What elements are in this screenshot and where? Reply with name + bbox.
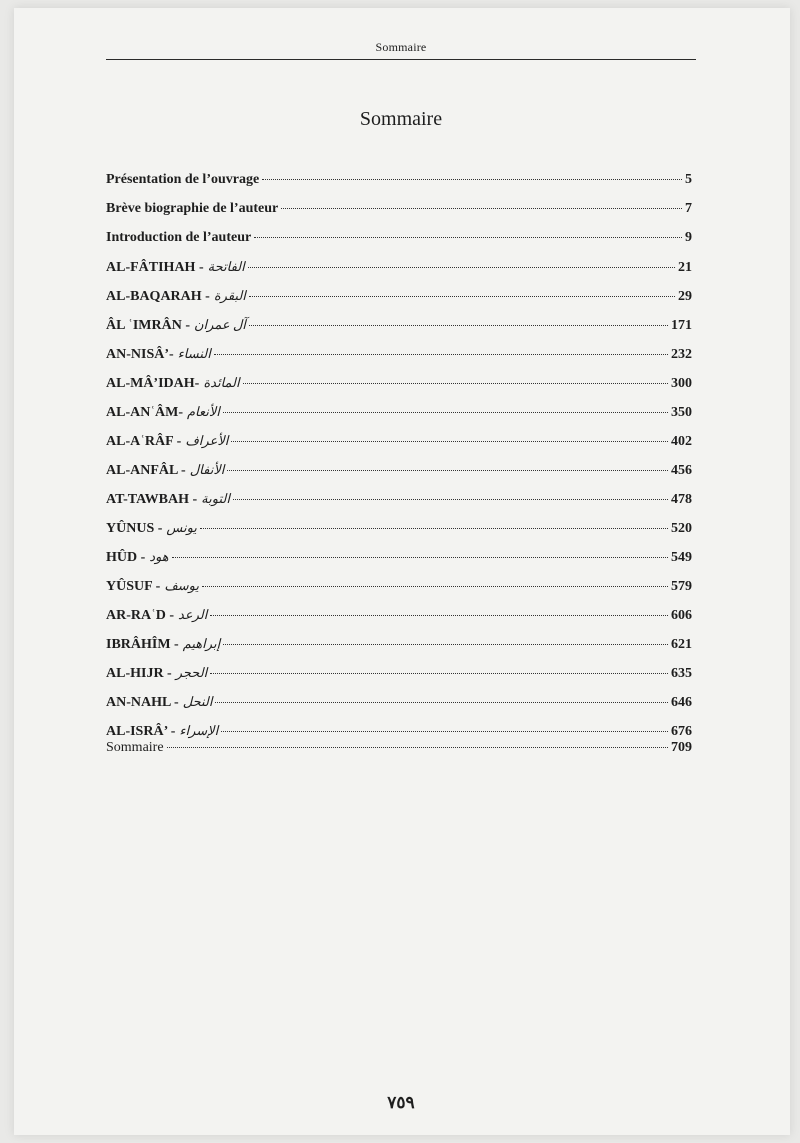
toc-entry-arabic-title: هود — [149, 549, 169, 564]
toc-entry — [106, 520, 692, 549]
dot-leader — [249, 296, 675, 297]
toc-entry-label: AL-MÂ’IDAH- — [106, 376, 200, 391]
toc-entry-arabic-title: الرعد — [178, 607, 208, 622]
toc-entry — [106, 317, 692, 346]
toc-entry-label: Brève biographie de l’auteur — [106, 201, 279, 216]
toc-entry-arabic-title: يوسف — [164, 578, 199, 593]
toc-entry-page-number: 7 — [685, 201, 692, 216]
toc-entry — [106, 491, 692, 520]
toc-entry-label: IBRÂHÎM - — [106, 637, 179, 652]
dot-leader — [281, 208, 682, 209]
toc-entry-page-number: 5 — [685, 172, 692, 187]
toc-entry-page-number: 171 — [671, 318, 692, 333]
toc-entry-page-number: 402 — [671, 434, 692, 449]
toc-entry-label: AT-TAWBAH - — [106, 492, 198, 507]
dot-leader — [248, 267, 675, 268]
toc-entry-arabic-title: النحل — [182, 694, 213, 709]
dot-leader — [231, 441, 668, 442]
toc-entry-arabic-title: الفاتحة — [207, 259, 245, 274]
toc-entry — [106, 230, 692, 259]
toc-entry-arabic-title: يونس — [166, 520, 197, 535]
toc-entry-arabic-title: المائدة — [203, 375, 240, 390]
dot-leader — [233, 499, 668, 500]
toc-entry-page-number: 549 — [671, 550, 692, 565]
toc-entry — [106, 404, 692, 433]
toc-entry-page-number: 621 — [671, 637, 692, 652]
dot-leader — [210, 673, 668, 674]
toc-entry-label: Introduction de l’auteur — [106, 230, 252, 245]
toc-entry-page-number: 646 — [671, 695, 692, 710]
dot-leader — [254, 237, 682, 238]
toc-entry — [106, 740, 692, 769]
toc-entry-page-number: 300 — [671, 376, 692, 391]
toc-entry-label: AN-NISÂ’- — [106, 347, 174, 362]
toc-entry-page-number: 676 — [671, 724, 692, 739]
toc-entry-label: AL-FÂTIHAH - — [106, 260, 204, 275]
dot-leader — [167, 747, 668, 748]
toc-entry-label: AR-RAʿD - — [106, 608, 175, 623]
header-rule — [106, 59, 696, 60]
toc-entry — [106, 723, 692, 740]
toc-entry-page-number: 579 — [671, 579, 692, 594]
toc-entry-page-number: 232 — [671, 347, 692, 362]
toc-entry-label: AN-NAHL - — [106, 695, 179, 710]
toc-entry-arabic-title: النساء — [177, 346, 211, 361]
dot-leader — [210, 615, 668, 616]
toc-entry-page-number: 606 — [671, 608, 692, 623]
toc-entry — [106, 462, 692, 491]
page-number: ٧٥٩ — [387, 1093, 415, 1112]
toc-entry — [106, 375, 692, 404]
dot-leader — [200, 528, 668, 529]
page-title: Sommaire — [359, 108, 443, 130]
toc-entry — [106, 636, 692, 665]
toc-entry-page-number: 9 — [685, 230, 692, 245]
toc-entry-page-number: 29 — [678, 289, 692, 304]
toc-entry-label: YÛNUS - — [106, 521, 163, 536]
toc-entry — [106, 549, 692, 578]
toc-entry-label: ÂL ʿIMRÂN - — [106, 318, 190, 333]
dot-leader — [262, 179, 682, 180]
toc-entry — [106, 172, 692, 201]
toc-entry-arabic-title: الأنعام — [186, 404, 220, 419]
toc-entry-arabic-title: إبراهيم — [182, 636, 221, 651]
toc-entry — [106, 259, 692, 288]
toc-entry-arabic-title: التوبة — [201, 491, 230, 506]
toc-entry-page-number: 635 — [671, 666, 692, 681]
table-of-contents — [106, 172, 692, 769]
dot-leader — [202, 586, 668, 587]
toc-entry — [106, 665, 692, 694]
toc-entry-label: AL-HIJR - — [106, 666, 172, 681]
dot-leader — [221, 731, 668, 732]
dot-leader — [214, 354, 668, 355]
toc-entry-label: AL-ISRÂ’ - — [106, 724, 176, 739]
toc-entry — [106, 288, 692, 317]
toc-entry — [106, 607, 692, 636]
toc-entry-page-number: 350 — [671, 405, 692, 420]
toc-entry-arabic-title: الأنفال — [189, 462, 225, 477]
toc-entry-page-number: 478 — [671, 492, 692, 507]
toc-entry-page-number: 21 — [678, 260, 692, 275]
dot-leader — [243, 383, 668, 384]
dot-leader — [227, 470, 668, 471]
toc-entry — [106, 578, 692, 607]
toc-entry-arabic-title: الحجر — [175, 665, 208, 680]
book-page — [14, 8, 790, 1135]
running-header: Sommaire — [375, 40, 427, 54]
toc-entry-arabic-title: آل عمران — [194, 317, 246, 332]
dot-leader — [215, 702, 668, 703]
toc-entry-arabic-title: الأعراف — [185, 433, 229, 448]
toc-entry-label: AL-ANʿÂM- — [106, 405, 183, 420]
toc-entry-label: AL-BAQARAH - — [106, 289, 210, 304]
toc-entry-page-number: 520 — [671, 521, 692, 536]
toc-entry-label: HÛD - — [106, 550, 146, 565]
dot-leader — [223, 644, 668, 645]
toc-entry-label: YÛSUF - — [106, 579, 161, 594]
toc-entry-label: Présentation de l’ouvrage — [106, 172, 260, 187]
toc-entry — [106, 201, 692, 230]
dot-leader — [249, 325, 668, 326]
toc-entry — [106, 433, 692, 462]
toc-entry-label: AL-AʿRÂF - — [106, 434, 182, 449]
toc-entry-page-number: 709 — [671, 740, 692, 755]
toc-entry-label: Sommaire — [106, 740, 164, 755]
toc-entry-label: AL-ANFÂL - — [106, 463, 186, 478]
dot-leader — [172, 557, 668, 558]
toc-entry-arabic-title: البقرة — [213, 288, 246, 303]
toc-entry — [106, 694, 692, 723]
toc-entry-page-number: 456 — [671, 463, 692, 478]
dot-leader — [223, 412, 668, 413]
toc-entry-arabic-title: الإسراء — [179, 723, 219, 738]
toc-entry — [106, 346, 692, 375]
